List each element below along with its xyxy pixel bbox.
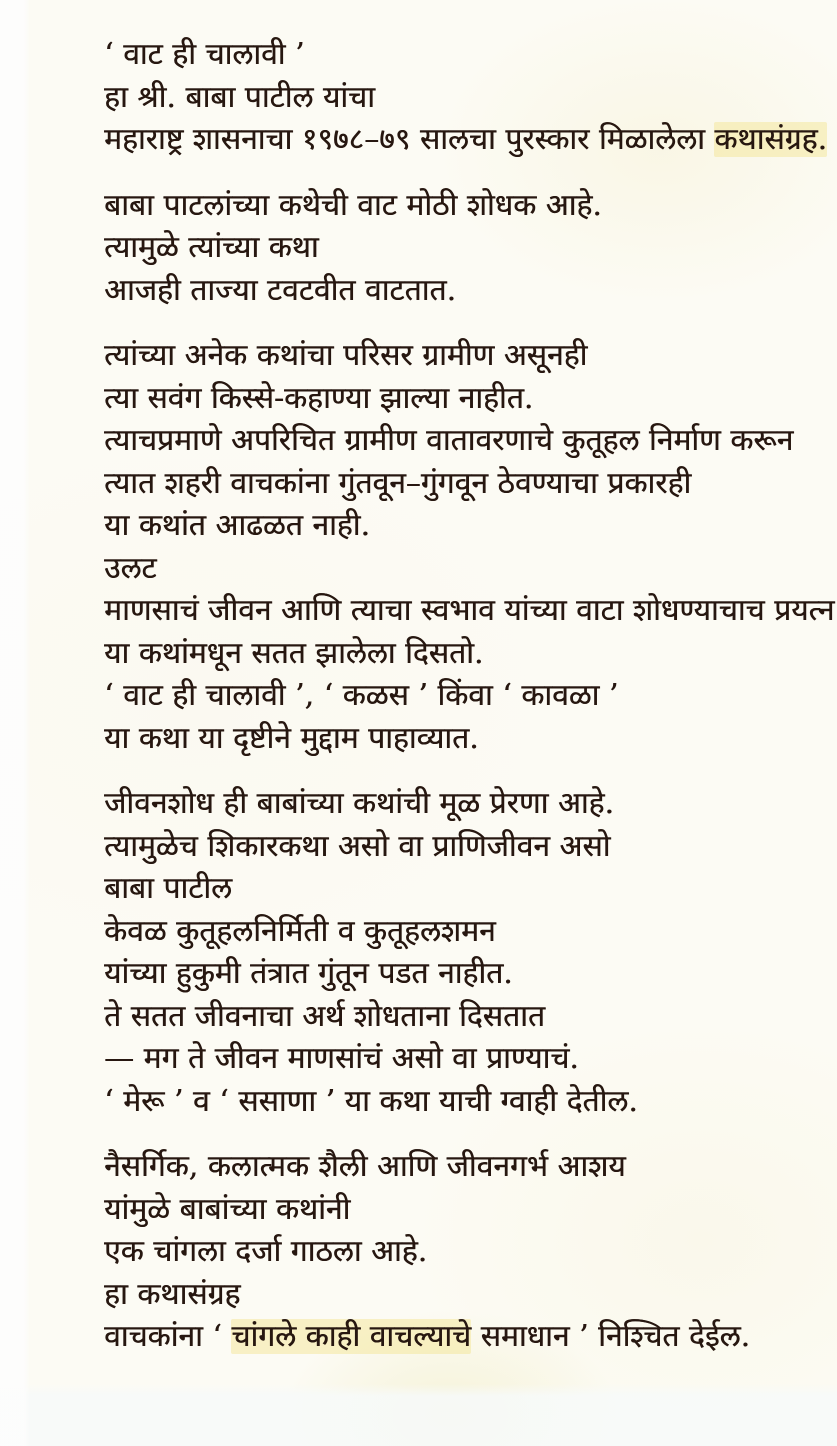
- text-line: [104, 505, 807, 548]
- text-block: [104, 34, 835, 1382]
- text-segment: या कथांत आढळत नाही.: [104, 508, 370, 543]
- text-segment: त्यांच्या अनेक कथांचा परिसर ग्रामीण असूनही: [104, 338, 588, 373]
- text-segment: त्याचप्रमाणे अपरिचित ग्रामीण वातावरणाचे कुतूहल निर्माण करून: [104, 423, 794, 458]
- stanza: [104, 34, 828, 162]
- text-segment: केवळ कुतूहलनिर्मिती व कुतूहलशमन: [104, 913, 496, 949]
- text-segment: वाचकांना ‘: [104, 1319, 232, 1354]
- text-line: [104, 270, 807, 313]
- text-segment: या कथांमधून सतत झालेला दिसतो.: [104, 635, 484, 671]
- text-line: [104, 868, 807, 911]
- text-segment: एक चांगला दर्जा गाठला आहे.: [104, 1234, 428, 1269]
- stanza: [104, 783, 807, 1123]
- highlighted-text: चांगले काही वाचल्याचे: [231, 1319, 472, 1354]
- text-line: [104, 1274, 807, 1317]
- text-segment: यांच्या हुकुमी तंत्रात गुंतून पडत नाहीत.: [104, 956, 513, 991]
- text-line: [104, 420, 807, 463]
- text-line: [104, 378, 807, 421]
- text-line: [104, 1038, 807, 1081]
- text-line: [104, 633, 807, 676]
- text-segment: जीवनशोध ही बाबांच्या कथांची मूळ प्रेरणा आहे.: [104, 786, 614, 821]
- text-segment: त्यामुळेच शिकारकथा असो वा प्राणिजीवन असो: [104, 828, 611, 864]
- text-segment: ‘ वाट ही चालावी ’, ‘ कळस ’ किंवा ‘ कावळा ’: [104, 678, 619, 713]
- stanza: [104, 335, 835, 760]
- text-segment: ‘ वाट ही चालावी ’: [104, 37, 305, 72]
- text-segment: ‘ मेरू ’ व ‘ ससाणा ’ या कथा याची ग्वाही देतील.: [104, 1083, 638, 1119]
- text-line: [104, 548, 807, 591]
- text-line: [104, 590, 835, 633]
- text-segment: यांमुळे बाबांच्या कथांनी: [104, 1191, 351, 1227]
- text-line: [104, 953, 807, 996]
- text-line: [104, 1189, 807, 1232]
- text-segment: त्यात शहरी वाचकांना गुंतवून–गुंगवून ठेवण्याचा प्रकारही: [104, 465, 692, 501]
- text-line: [104, 826, 807, 869]
- text-line: [104, 783, 807, 826]
- text-line: [104, 996, 807, 1039]
- text-line: [104, 185, 807, 228]
- text-line: [104, 77, 807, 120]
- text-segment: त्या सवंग किस्से-कहाण्या झाल्या नाहीत.: [104, 380, 534, 416]
- text-segment: त्यामुळे त्यांच्या कथा: [104, 230, 319, 265]
- text-line: [104, 119, 828, 162]
- text-line: [104, 1231, 807, 1274]
- text-segment: समाधान ’ निश्चित देईल.: [471, 1319, 751, 1354]
- text-segment: ते सतत जीवनाचा अर्थ शोधताना दिसतात: [104, 998, 545, 1034]
- text-segment: उलट: [104, 550, 157, 586]
- text-segment: — मग ते जीवन माणसांचं असो वा प्राण्याचं.: [104, 1041, 579, 1076]
- text-segment: महाराष्ट्र शासनाचा १९७८–७९ सालचा पुरस्कार मिळालेला: [104, 122, 715, 157]
- text-segment: या कथा या दृष्टीने मुद्दाम पाहाव्यात.: [104, 720, 479, 756]
- text-line: [104, 1316, 807, 1359]
- text-segment: आजही ताज्या टवटवीत वाटतात.: [104, 272, 456, 308]
- text-line: [104, 718, 807, 761]
- text-line: [104, 675, 807, 718]
- stanza: [104, 185, 807, 313]
- text-line: [104, 1081, 807, 1124]
- text-segment: माणसाचं जीवन आणि त्याचा स्वभाव यांच्या वाटा शोधण्याचाच प्रयत्न: [104, 593, 835, 628]
- text-line: [104, 911, 807, 954]
- text-segment: बाबा पाटलांच्या कथेची वाट मोठी शोधक आहे.: [104, 187, 602, 223]
- stanza: [104, 1146, 807, 1359]
- text-segment: नैसर्गिक, कलात्मक शैली आणि जीवनगर्भ आशय: [104, 1149, 626, 1184]
- highlighted-text: कथासंग्रह.: [714, 122, 828, 157]
- text-segment: हा श्री. बाबा पाटील यांचा: [104, 79, 375, 115]
- text-line: [104, 227, 807, 270]
- text-segment: बाबा पाटील: [104, 871, 233, 906]
- text-segment: हा कथासंग्रह: [104, 1276, 241, 1312]
- text-line: [104, 34, 807, 77]
- text-line: [104, 335, 807, 378]
- text-line: [104, 463, 807, 506]
- text-line: [104, 1146, 807, 1189]
